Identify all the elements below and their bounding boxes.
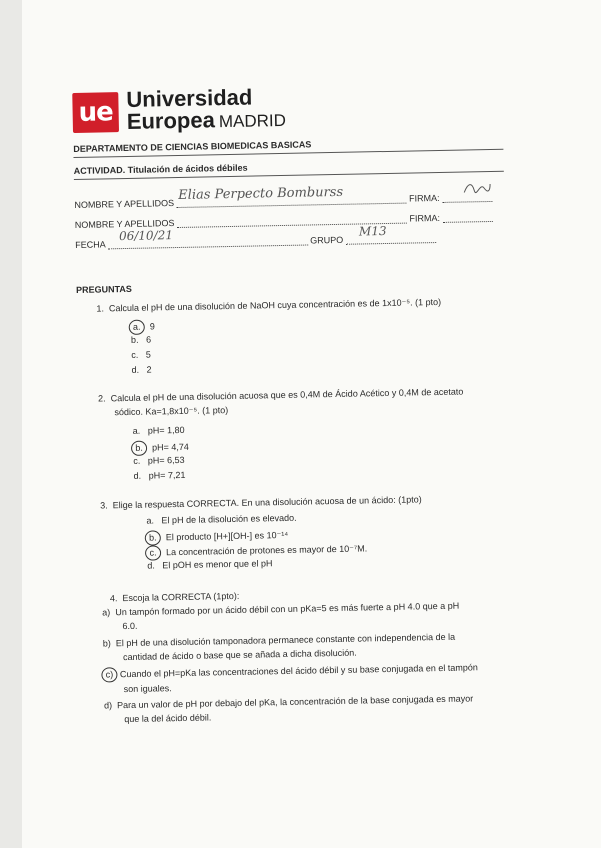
logo-europea: Europea (126, 107, 216, 134)
logo-madrid: MADRID (218, 110, 287, 132)
handwritten-date: 06/10/21 (118, 228, 174, 244)
ue-logo-mark: ue (72, 92, 119, 133)
option: c. pH= 6,53 (133, 454, 185, 466)
option: c. 5 (131, 349, 151, 360)
option: b) El pH de una disolución tamponadora permanece constante con independencia de la cantidad de ácido o base que se añada a dicha disolución. (102, 631, 456, 663)
question-2: 2. Calcula el pH de una disolución acuosa que es 0,4M de Ácido Acético y 0,4M de acetato sódico. Ka=1,8x10⁻⁵. (1 pto) (98, 386, 464, 418)
grupo-label: GRUPO (310, 234, 344, 246)
option: b. pH= 4,74 (131, 440, 189, 456)
option: a. pH= 1,80 (132, 424, 185, 436)
question-1: 1. Calcula el pH de una disolución de NaOH cuya concentración es de 1x10⁻⁵. (1 pto) (96, 296, 442, 314)
option: b. El producto [H+][OH-] es 10⁻¹⁴ (145, 528, 289, 546)
option: d. pH= 7,21 (133, 469, 186, 481)
question-3: 3. Elige la respuesta CORRECTA. En una disolución acuosa de un ácido: (1pto) (100, 494, 422, 511)
option: b. 6 (130, 334, 152, 345)
signature-icon (462, 180, 492, 201)
activity-title: ACTIVIDAD. Titulación de ácidos débiles (73, 162, 248, 176)
question-4: 4. Escoja la CORRECTA (1pto): (109, 590, 240, 604)
section-title: PREGUNTAS (75, 283, 132, 295)
firma-label: FIRMA: (409, 212, 441, 224)
handwritten-name: Elias Perpecto Bomburss (178, 184, 344, 203)
university-logo (72, 86, 286, 136)
logo-universidad: Universidad (126, 84, 253, 112)
fecha-label: FECHA (75, 239, 106, 250)
option: c. La concentración de protones es mayor de 10⁻⁷M. (145, 541, 367, 560)
name-row-2 (75, 212, 505, 230)
handwritten-group: M13 (358, 223, 387, 239)
option: a) Un tampón formado por un ácido débil con un pKa=5 es más fuerte a pH 4.0 que a pH 6.0. (102, 600, 460, 632)
exam-page (22, 0, 601, 848)
name-label: NOMBRE Y APELLIDOS (74, 218, 175, 230)
name-label: NOMBRE Y APELLIDOS (74, 198, 175, 210)
option: d. El pOH es menor que el pH (147, 558, 273, 571)
option: a. El pH de la disolución es elevado. (146, 512, 297, 526)
firma-label: FIRMA: (408, 192, 440, 204)
option: c) Cuando el pH=pKa las concentraciones del ácido débil y su base conjugada en el tampón son iguales. (101, 660, 478, 696)
option: a. 9 (129, 319, 155, 334)
option: d. 2 (131, 364, 152, 375)
option: d) Para un valor de pH por debajo del pKa, la concentración de la base conjugada es mayor que la del ácido débil. (103, 693, 474, 725)
department-title: DEPARTAMENTO DE CIENCIAS BIOMEDICAS BASICAS (73, 139, 312, 154)
exam-sheet (72, 71, 532, 725)
